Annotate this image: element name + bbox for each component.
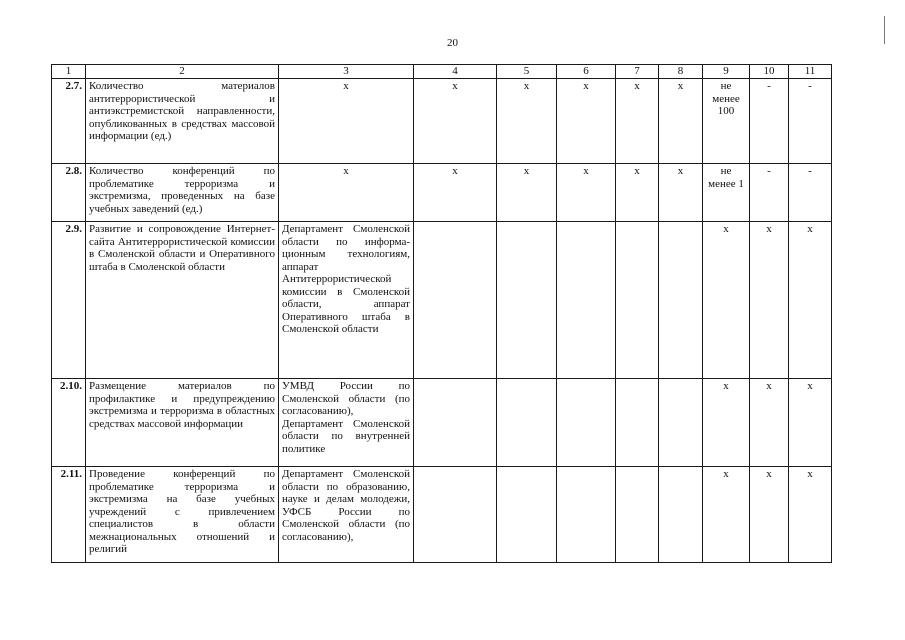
cell-col7: х bbox=[616, 164, 659, 222]
cell-col6: х bbox=[557, 164, 616, 222]
cell-col7 bbox=[616, 379, 659, 467]
row-description: Количество конференций по проблематике терроризма и экстремизма, проведенных на базе учебных заведений (ед.) bbox=[86, 164, 279, 222]
table-row bbox=[52, 467, 832, 563]
cell-col11: - bbox=[789, 79, 832, 164]
header-cell: 8 bbox=[659, 65, 703, 79]
cell-col8 bbox=[659, 222, 703, 379]
cell-col10: х bbox=[750, 222, 789, 379]
cell-col8: х bbox=[659, 79, 703, 164]
cell-col4: х bbox=[414, 164, 497, 222]
row-number: 2.11. bbox=[52, 467, 86, 563]
header-cell: 7 bbox=[616, 65, 659, 79]
cell-col11: х bbox=[789, 222, 832, 379]
cell-col8: х bbox=[659, 164, 703, 222]
header-cell: 2 bbox=[86, 65, 279, 79]
header-row bbox=[52, 65, 832, 79]
row-description: Проведение конференций по проблематике терроризма и экстремизма на базе учебных учреждений с привлечением специалистов в области межнациональных отношений и религий bbox=[86, 467, 279, 563]
cell-col9: х bbox=[703, 379, 750, 467]
row-description: Развитие и сопровождение Интернет-сайта Антитеррористической комиссии в Смоленской области и Оперативного штаба в Смоленской области bbox=[86, 222, 279, 379]
cell-col5 bbox=[497, 222, 557, 379]
cell-col5: х bbox=[497, 164, 557, 222]
cell-col10: - bbox=[750, 164, 789, 222]
table-row bbox=[52, 79, 832, 164]
header-cell: 5 bbox=[497, 65, 557, 79]
cell-col10: - bbox=[750, 79, 789, 164]
cell-col9: х bbox=[703, 222, 750, 379]
row-description: Количество материалов антитеррористической и антиэкстремистской направленности, опубликованных в средствах массовой информации (ед.) bbox=[86, 79, 279, 164]
row-number: 2.8. bbox=[52, 164, 86, 222]
cell-col9: х bbox=[703, 467, 750, 563]
cell-col5 bbox=[497, 467, 557, 563]
cell-col6 bbox=[557, 222, 616, 379]
row-number: 2.10. bbox=[52, 379, 86, 467]
row-description: Размещение материалов по профилактике и предупреждению экстремизма и терроризма в областных средствах массовой информации bbox=[86, 379, 279, 467]
header-cell: 6 bbox=[557, 65, 616, 79]
cell-col6 bbox=[557, 379, 616, 467]
cell-col4: х bbox=[414, 79, 497, 164]
program-table bbox=[51, 64, 832, 563]
cell-col10: х bbox=[750, 379, 789, 467]
table-row bbox=[52, 222, 832, 379]
cell-col8 bbox=[659, 379, 703, 467]
header-cell: 4 bbox=[414, 65, 497, 79]
cell-executor: УМВД России по Смоленской области (по согласованию), Департамент Смоленской области по внутренней политике bbox=[279, 379, 414, 467]
cell-col5 bbox=[497, 379, 557, 467]
cell-col5: х bbox=[497, 79, 557, 164]
cell-col4 bbox=[414, 222, 497, 379]
cell-executor: Департамент Смоленской области по образованию, науке и делам молодежи, УФСБ России по Смоленской области (по согласованию), bbox=[279, 467, 414, 563]
cell-col7: х bbox=[616, 79, 659, 164]
header-cell: 3 bbox=[279, 65, 414, 79]
table-row bbox=[52, 379, 832, 467]
row-number: 2.7. bbox=[52, 79, 86, 164]
cell-col11: х bbox=[789, 467, 832, 563]
cell-col6: х bbox=[557, 79, 616, 164]
cell-col4 bbox=[414, 467, 497, 563]
header-cell: 9 bbox=[703, 65, 750, 79]
header-cell: 1 bbox=[52, 65, 86, 79]
cell-executor: х bbox=[279, 79, 414, 164]
cell-col11: х bbox=[789, 379, 832, 467]
cell-col10: х bbox=[750, 467, 789, 563]
cell-col11: - bbox=[789, 164, 832, 222]
header-cell: 11 bbox=[789, 65, 832, 79]
cell-col9: не менее 1 bbox=[703, 164, 750, 222]
table-row bbox=[52, 164, 832, 222]
cell-col4 bbox=[414, 379, 497, 467]
row-number: 2.9. bbox=[52, 222, 86, 379]
header-cell: 10 bbox=[750, 65, 789, 79]
cell-executor: х bbox=[279, 164, 414, 222]
cell-col8 bbox=[659, 467, 703, 563]
cell-col7 bbox=[616, 467, 659, 563]
cell-col6 bbox=[557, 467, 616, 563]
cell-col9: не менее 100 bbox=[703, 79, 750, 164]
cell-executor: Департамент Смоленской области по информа-ционным технологиям, аппарат Антитеррористической комиссии в Смоленской области, аппарат Оперативного штаба в Смоленской области bbox=[279, 222, 414, 379]
page-number: 20 bbox=[447, 37, 458, 49]
scan-edge-mark bbox=[884, 16, 885, 44]
cell-col7 bbox=[616, 222, 659, 379]
